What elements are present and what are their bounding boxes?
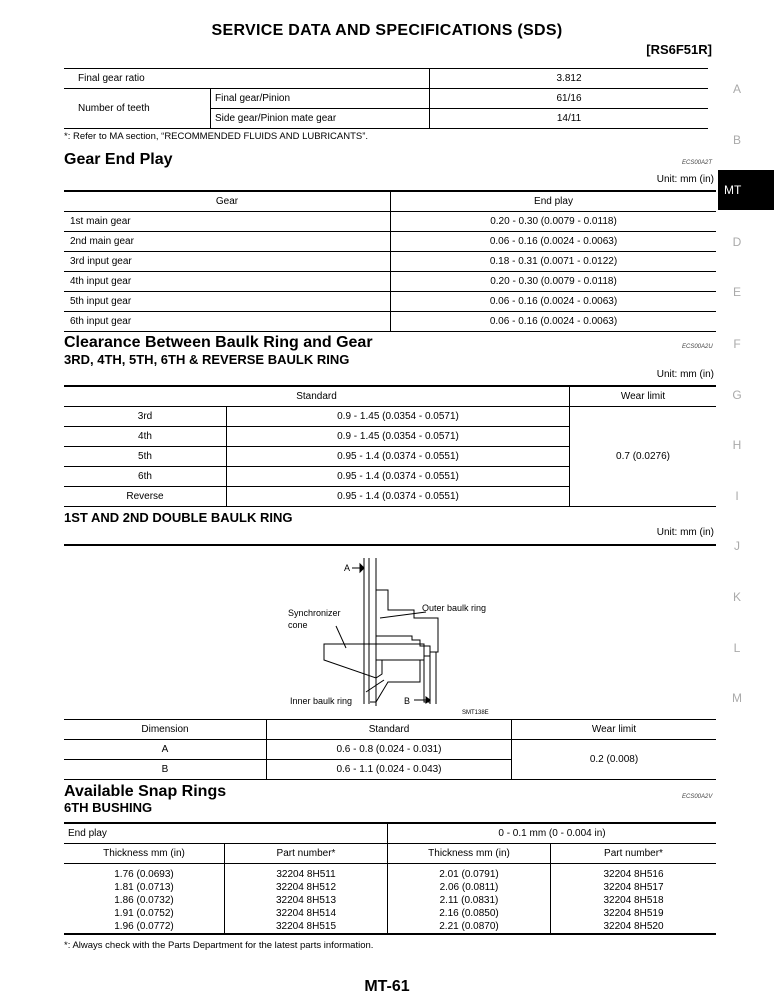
column-header: Part number*: [225, 844, 388, 864]
section-tab-b[interactable]: B: [732, 133, 741, 147]
table-cell: 0.2 (0.008): [512, 740, 717, 780]
table-cell: 2.01 (0.0791): [388, 864, 551, 882]
table-cell: Final gear ratio: [64, 69, 430, 89]
table-row: [64, 212, 716, 232]
table-cell: 0.95 - 1.4 (0.0374 - 0.0551): [227, 487, 570, 507]
table-cell: 32204 8H516: [603, 869, 664, 880]
table-cell: 32204 8H512: [225, 881, 388, 894]
table-cell: 0.95 - 1.4 (0.0374 - 0.0551): [227, 467, 570, 487]
table-cell: 0.06 - 0.16 (0.0024 - 0.0063): [391, 292, 717, 312]
section-tab-h[interactable]: H: [732, 438, 742, 452]
table-cell: End play: [64, 823, 388, 844]
table-cell: 32204 8H519: [603, 908, 664, 919]
table-cell: 1.86 (0.0732): [64, 894, 225, 907]
table-row: [64, 920, 716, 934]
table-cell: 0.18 - 0.31 (0.0071 - 0.0122): [391, 252, 717, 272]
ref-code: ECS00A2T: [682, 160, 713, 166]
clearance-table: [64, 385, 716, 507]
table-cell: 5th input gear: [64, 292, 391, 312]
diagram-label-a: A: [344, 563, 351, 573]
table-cell: 0.9 - 1.45 (0.0354 - 0.0571): [227, 407, 570, 427]
section-tab-j[interactable]: J: [734, 539, 740, 553]
section-heading-snap-rings: Available Snap Rings: [64, 783, 227, 800]
section-tab-l[interactable]: L: [733, 641, 741, 655]
table-cell: Final gear/Pinion: [211, 89, 430, 109]
table-cell: 6th: [64, 467, 227, 487]
table-cell: 32204 8H514: [225, 907, 388, 920]
column-header: Standard: [64, 386, 570, 407]
table-cell: 1.91 (0.0752): [64, 907, 225, 920]
gear-ratio-table: [64, 68, 708, 129]
table-cell: 61/16: [430, 89, 709, 109]
table-cell: 3rd: [64, 407, 227, 427]
table-cell: 0.7 (0.0276): [570, 407, 717, 507]
table-cell: Reverse: [64, 487, 227, 507]
table-cell: 0 - 0.1 mm (0 - 0.004 in): [388, 823, 717, 844]
subheading-double-baulk-ring: 1ST AND 2ND DOUBLE BAULK RING: [64, 510, 293, 525]
column-header: Gear: [64, 191, 391, 212]
diagram-label-b: B: [404, 696, 411, 706]
section-heading-end-play: Gear End Play: [64, 151, 173, 168]
diagram-label-outer: Outer baulk ring: [422, 603, 487, 613]
table-cell: 0.6 - 1.1 (0.024 - 0.043): [267, 760, 512, 780]
page-number: MT-61: [364, 978, 410, 995]
table-cell: 32204 8H520: [603, 921, 664, 932]
diagram-label-inner: Inner baulk ring: [290, 696, 353, 706]
table-cell: Side gear/Pinion mate gear: [211, 109, 430, 129]
table-cell: 0.06 - 0.16 (0.0024 - 0.0063): [391, 312, 717, 332]
table-cell: 1.96 (0.0772): [64, 920, 225, 934]
table-cell: 32204 8H515: [225, 920, 388, 934]
column-header: Dimension: [64, 720, 267, 740]
table-cell: 32204 8H513: [225, 894, 388, 907]
ref-code: ECS00A2U: [682, 344, 713, 350]
ref-code: ECS00A2V: [682, 794, 713, 800]
section-tab-g[interactable]: G: [732, 388, 742, 402]
column-header: Thickness mm (in): [388, 844, 551, 864]
table-cell: 0.20 - 0.30 (0.0079 - 0.0118): [391, 272, 717, 292]
table-cell: 32204 8H511: [225, 864, 388, 882]
end-play-table: [64, 190, 716, 332]
table-cell: 1.81 (0.0713): [64, 881, 225, 894]
table-cell: Number of teeth: [64, 89, 211, 129]
dimension-table: [64, 719, 716, 780]
table-cell: 2.16 (0.0850): [388, 907, 551, 920]
table-cell: 4th: [64, 427, 227, 447]
table-row: [64, 232, 716, 252]
column-header: Thickness mm (in): [64, 844, 225, 864]
diagram-code: SMT138E: [462, 710, 489, 716]
table-row: [64, 407, 716, 427]
column-header: Wear limit: [570, 386, 717, 407]
divider: [64, 544, 716, 546]
table-cell: 6th input gear: [64, 312, 391, 332]
fluids-note: *: Refer to MA section, “RECOMMENDED FLUIDS AND LUBRICANTS”.: [64, 131, 369, 142]
table-cell: 5th: [64, 447, 227, 467]
table-row: [64, 881, 716, 894]
unit-label: Unit: mm (in): [656, 174, 714, 185]
section-tab-k[interactable]: K: [732, 590, 741, 604]
table-cell: 2nd main gear: [64, 232, 391, 252]
table-row: [64, 907, 716, 920]
table-row: [64, 252, 716, 272]
column-header: End play: [391, 191, 717, 212]
column-header: Wear limit: [512, 720, 717, 740]
table-cell: 3.812: [430, 69, 709, 89]
section-tab-m[interactable]: M: [732, 691, 742, 705]
table-cell: 4th input gear: [64, 272, 391, 292]
column-header: Part number*: [551, 844, 717, 864]
table-cell: 0.6 - 0.8 (0.024 - 0.031): [267, 740, 512, 760]
table-cell: 1.76 (0.0693): [64, 864, 225, 882]
column-header: Standard: [267, 720, 512, 740]
table-cell: 0.06 - 0.16 (0.0024 - 0.0063): [391, 232, 717, 252]
table-cell: 2.11 (0.0831): [388, 894, 551, 907]
table-row: [64, 894, 716, 907]
parts-note: *: Always check with the Parts Department for the latest parts information.: [64, 940, 374, 951]
table-cell: 14/11: [556, 113, 582, 124]
section-tab-mt[interactable]: MT: [718, 170, 774, 210]
unit-label: Unit: mm (in): [656, 527, 714, 538]
section-tab-i[interactable]: I: [735, 489, 739, 503]
table-row: [64, 864, 716, 882]
section-tab-a[interactable]: A: [732, 82, 741, 96]
table-row: [64, 272, 716, 292]
table-cell: 0.9 - 1.45 (0.0354 - 0.0571): [227, 427, 570, 447]
table-cell: 0.95 - 1.4 (0.0374 - 0.0551): [227, 447, 570, 467]
section-heading-clearance: Clearance Between Baulk Ring and Gear: [64, 334, 373, 351]
table-row: [64, 292, 716, 312]
section-tab-d[interactable]: D: [732, 235, 742, 249]
table-cell: 0.20 - 0.30 (0.0079 - 0.0118): [391, 212, 717, 232]
section-tab-e[interactable]: E: [732, 285, 741, 299]
table-cell: 32204 8H518: [603, 895, 664, 906]
table-cell: 1st main gear: [64, 212, 391, 232]
section-tab-f[interactable]: F: [733, 337, 741, 351]
diagram-label-sync: Synchronizer: [288, 608, 341, 618]
table-row: [64, 312, 716, 332]
unit-label: Unit: mm (in): [656, 369, 714, 380]
subheading-baulk-ring: 3RD, 4TH, 5TH, 6TH & REVERSE BAULK RING: [64, 352, 350, 367]
table-cell: 2.21 (0.0870): [388, 920, 551, 934]
table-cell: 3rd input gear: [64, 252, 391, 272]
table-cell: 2.06 (0.0811): [388, 881, 551, 894]
diagram-label-cone: cone: [288, 620, 308, 630]
baulk-ring-diagram: [280, 556, 600, 718]
snap-ring-table: [64, 822, 716, 935]
table-cell: A: [64, 740, 267, 760]
table-cell: B: [64, 760, 267, 780]
page-title: SERVICE DATA AND SPECIFICATIONS (SDS): [211, 22, 563, 39]
model-code: [RS6F51R]: [646, 42, 712, 57]
table-cell: 32204 8H517: [603, 882, 664, 893]
subheading-6th-bushing: 6TH BUSHING: [64, 800, 153, 815]
